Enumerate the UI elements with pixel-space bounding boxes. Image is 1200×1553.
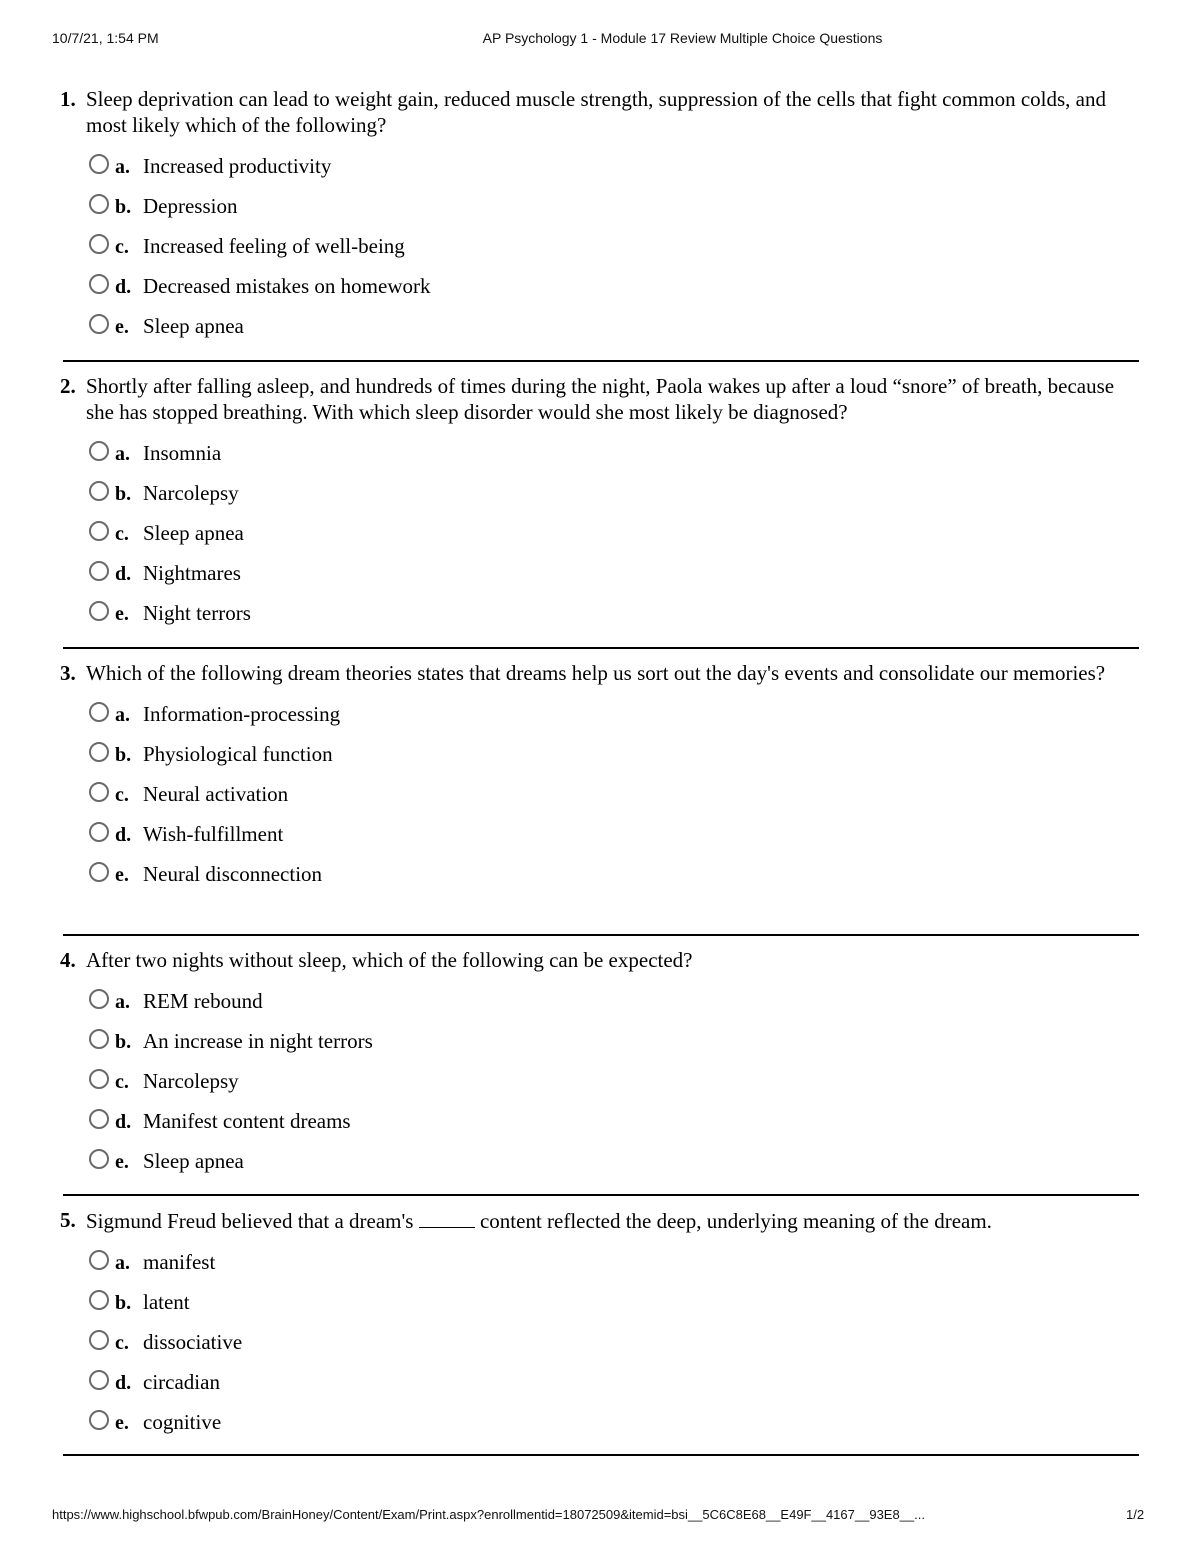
option-e[interactable] — [89, 860, 1138, 900]
option-b[interactable] — [89, 1288, 1138, 1328]
option-list — [60, 439, 1138, 639]
question-stem — [60, 86, 1138, 138]
option-letter: b. — [115, 196, 132, 218]
radio-button[interactable] — [89, 782, 109, 802]
question-5 — [60, 1207, 1138, 1454]
option-b[interactable] — [89, 1027, 1138, 1067]
option-b[interactable] — [89, 479, 1138, 519]
radio-button[interactable] — [89, 822, 109, 842]
radio-button[interactable] — [89, 1149, 109, 1169]
option-letter: c. — [115, 1071, 129, 1093]
question-text: Which of the following dream theories states that dreams help us sort out the day's events and consolidate our memories? — [86, 661, 1106, 685]
option-text: REM rebound — [143, 989, 263, 1013]
radio-button[interactable] — [89, 1109, 109, 1129]
option-a[interactable] — [89, 700, 1138, 740]
option-b[interactable] — [89, 192, 1138, 232]
option-text: Night terrors — [143, 601, 251, 625]
option-a[interactable] — [89, 987, 1138, 1027]
option-text: Neural activation — [143, 782, 289, 806]
radio-button[interactable] — [89, 441, 109, 461]
option-letter: d. — [115, 563, 132, 585]
option-letter: e. — [115, 864, 129, 886]
option-e[interactable] — [89, 1147, 1138, 1187]
option-letter: c. — [115, 236, 129, 258]
option-c[interactable] — [89, 1328, 1138, 1368]
radio-button[interactable] — [89, 561, 109, 581]
option-text: Nightmares — [143, 561, 241, 585]
option-letter: a. — [115, 156, 130, 178]
option-d[interactable] — [89, 1368, 1138, 1408]
radio-button[interactable] — [89, 989, 109, 1009]
radio-button[interactable] — [89, 601, 109, 621]
option-text: Manifest content dreams — [143, 1109, 351, 1133]
option-text: Sleep apnea — [143, 521, 244, 545]
radio-button[interactable] — [89, 154, 109, 174]
option-c[interactable] — [89, 780, 1138, 820]
option-letter: b. — [115, 1292, 132, 1314]
radio-button[interactable] — [89, 1069, 109, 1089]
option-text: Wish-fulfillment — [143, 822, 284, 846]
option-letter: e. — [115, 603, 129, 625]
option-list — [60, 152, 1138, 352]
option-a[interactable] — [89, 1248, 1138, 1288]
page-title: AP Psychology 1 - Module 17 Review Multiple Choice Questions — [482, 30, 883, 46]
question-text: Sleep deprivation can lead to weight gain, reduced muscle strength, suppression of the cells that fight common colds, and most likely which of the following? — [86, 87, 1106, 137]
radio-button[interactable] — [89, 1330, 109, 1350]
option-d[interactable] — [89, 820, 1138, 860]
option-letter: a. — [115, 704, 130, 726]
radio-button[interactable] — [89, 1290, 109, 1310]
print-datetime: 10/7/21, 1:54 PM — [52, 30, 159, 46]
option-letter: c. — [115, 784, 129, 806]
option-text: Neural disconnection — [143, 862, 323, 886]
question-number: 1. — [60, 87, 76, 111]
option-d[interactable] — [89, 559, 1138, 599]
option-text: Narcolepsy — [143, 481, 239, 505]
option-text: Information-processing — [143, 702, 341, 726]
option-text: Depression — [143, 194, 238, 218]
option-text: dissociative — [143, 1330, 243, 1354]
option-d[interactable] — [89, 272, 1138, 312]
option-e[interactable] — [89, 312, 1138, 352]
question-number: 4. — [60, 948, 76, 972]
option-letter: e. — [115, 1412, 129, 1434]
option-text: cognitive — [143, 1410, 222, 1434]
radio-button[interactable] — [89, 314, 109, 334]
question-stem — [60, 660, 1138, 686]
option-e[interactable] — [89, 1408, 1138, 1448]
option-text: latent — [143, 1290, 190, 1314]
option-list — [60, 700, 1138, 900]
option-c[interactable] — [89, 1067, 1138, 1107]
option-letter: b. — [115, 744, 132, 766]
option-letter: e. — [115, 1151, 129, 1173]
option-letter: e. — [115, 316, 129, 338]
question-stem — [60, 373, 1138, 425]
option-text: Increased feeling of well-being — [143, 234, 405, 258]
option-letter: a. — [115, 991, 130, 1013]
option-letter: d. — [115, 1111, 132, 1133]
option-text: Physiological function — [143, 742, 333, 766]
question-text: Shortly after falling asleep, and hundreds of times during the night, Paola wakes up after a loud “snore” of breath, because she has stopped breathing. With which sleep disorder would she most likely be diagnosed? — [86, 374, 1115, 424]
option-letter: c. — [115, 523, 129, 545]
option-b[interactable] — [89, 740, 1138, 780]
question-3 — [60, 660, 1138, 934]
question-2 — [60, 373, 1138, 647]
option-list — [60, 987, 1138, 1187]
radio-button[interactable] — [89, 1250, 109, 1270]
option-text: An increase in night terrors — [143, 1029, 373, 1053]
option-letter: d. — [115, 824, 132, 846]
radio-button[interactable] — [89, 194, 109, 214]
option-letter: d. — [115, 1372, 132, 1394]
option-text: Increased productivity — [143, 154, 332, 178]
question-text: After two nights without sleep, which of the following can be expected? — [86, 948, 693, 972]
radio-button[interactable] — [89, 862, 109, 882]
question-number: 3. — [60, 661, 76, 685]
option-letter: b. — [115, 1031, 132, 1053]
option-letter: d. — [115, 276, 132, 298]
question-4 — [60, 947, 1138, 1194]
question-list — [60, 86, 1138, 1456]
option-a[interactable] — [89, 439, 1138, 479]
footer-url: https://www.highschool.bfwpub.com/BrainHoney/Content/Exam/Print.aspx?enrollmentid=18072509&itemid=bsi__5C6C8E68__E49F__4167__93E8__... — [52, 1507, 925, 1522]
option-letter: c. — [115, 1332, 129, 1354]
radio-button[interactable] — [89, 742, 109, 762]
radio-button[interactable] — [89, 1370, 109, 1390]
radio-button[interactable] — [89, 1029, 109, 1049]
question-divider — [63, 1454, 1139, 1456]
option-c[interactable] — [89, 519, 1138, 559]
option-text: Insomnia — [143, 441, 222, 465]
option-letter: a. — [115, 1252, 130, 1274]
question-text-after-blank: content reflected the deep, underlying meaning of the dream. — [479, 1209, 992, 1233]
question-text-before-blank: Sigmund Freud believed that a dream's — [86, 1209, 414, 1233]
option-text: Narcolepsy — [143, 1069, 239, 1093]
option-a[interactable] — [89, 152, 1138, 192]
radio-button[interactable] — [89, 521, 109, 541]
page-number: 1/2 — [1126, 1507, 1145, 1522]
question-1 — [60, 86, 1138, 360]
option-text: Sleep apnea — [143, 314, 244, 338]
radio-button[interactable] — [89, 481, 109, 501]
option-text: manifest — [143, 1250, 216, 1274]
option-text: Decreased mistakes on homework — [143, 274, 431, 298]
option-e[interactable] — [89, 599, 1138, 639]
option-text: circadian — [143, 1370, 220, 1394]
option-text: Sleep apnea — [143, 1149, 244, 1173]
option-d[interactable] — [89, 1107, 1138, 1147]
question-number: 2. — [60, 374, 76, 398]
option-letter: b. — [115, 483, 132, 505]
radio-button[interactable] — [89, 274, 109, 294]
fill-in-blank — [419, 1207, 475, 1228]
option-letter: a. — [115, 443, 130, 465]
option-c[interactable] — [89, 232, 1138, 272]
question-number: 5. — [60, 1208, 76, 1232]
option-list — [60, 1248, 1138, 1448]
question-stem — [60, 947, 1138, 973]
question-stem — [60, 1207, 1138, 1234]
radio-button[interactable] — [89, 234, 109, 254]
radio-button[interactable] — [89, 702, 109, 722]
radio-button[interactable] — [89, 1410, 109, 1430]
